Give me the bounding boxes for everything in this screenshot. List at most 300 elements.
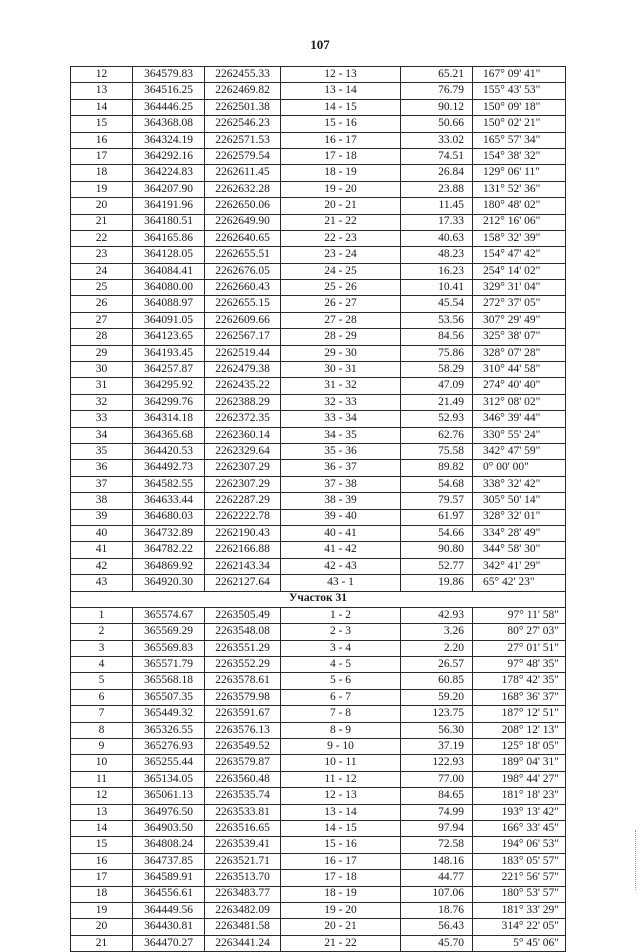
segment-length: 56.43 [401,919,473,935]
x-coordinate: 364180.51 [133,214,205,230]
segment-length: 122.93 [401,755,473,771]
segment: 2 - 3 [281,624,401,640]
direction-angle: 208° 12' 13" [473,722,566,738]
segment-length: 77.00 [401,771,473,787]
direction-angle: 168° 36' 37" [473,689,566,705]
direction-angle: 183° 05' 57" [473,853,566,869]
segment: 42 - 43 [281,558,401,574]
direction-angle: 198° 44' 27" [473,771,566,787]
table-row [71,411,566,427]
direction-angle: 181° 33' 29" [473,902,566,918]
point-number: 35 [71,443,133,459]
x-coordinate: 364869.92 [133,558,205,574]
table-row [71,230,566,246]
x-coordinate: 364430.81 [133,919,205,935]
y-coordinate: 2262501.38 [205,99,281,115]
point-number: 11 [71,771,133,787]
segment-length: 44.77 [401,870,473,886]
segment-length: 75.86 [401,345,473,361]
point-number: 38 [71,493,133,509]
segment-length: 72.58 [401,837,473,853]
segment: 16 - 17 [281,853,401,869]
segment: 24 - 25 [281,263,401,279]
x-coordinate: 364582.55 [133,476,205,492]
segment: 17 - 18 [281,148,401,164]
table-row [71,755,566,771]
segment-length: 2.20 [401,640,473,656]
direction-angle: 307° 29' 49" [473,312,566,328]
x-coordinate: 364295.92 [133,378,205,394]
x-coordinate: 364470.27 [133,935,205,951]
segment-length: 90.80 [401,542,473,558]
y-coordinate: 2262143.34 [205,558,281,574]
point-number: 43 [71,575,133,591]
y-coordinate: 2262307.29 [205,476,281,492]
direction-angle: 154° 47' 42" [473,247,566,263]
y-coordinate: 2262655.15 [205,296,281,312]
direction-angle: 178° 42' 35" [473,673,566,689]
segment-length: 75.58 [401,443,473,459]
point-number: 25 [71,280,133,296]
x-coordinate: 364420.53 [133,443,205,459]
y-coordinate: 2263482.09 [205,902,281,918]
x-coordinate: 364516.25 [133,83,205,99]
direction-angle: 166° 33' 45" [473,820,566,836]
table-row [71,820,566,836]
y-coordinate: 2263576.13 [205,722,281,738]
segment: 31 - 32 [281,378,401,394]
segment: 13 - 14 [281,83,401,99]
table-row [71,99,566,115]
segment-length: 61.97 [401,509,473,525]
page-number: 107 [310,37,330,52]
point-number: 21 [71,214,133,230]
y-coordinate: 2262519.44 [205,345,281,361]
direction-angle: 328° 32' 01" [473,509,566,525]
table-row [71,394,566,410]
x-coordinate: 364299.76 [133,394,205,410]
point-number: 42 [71,558,133,574]
segment: 25 - 26 [281,280,401,296]
segment-length: 54.66 [401,525,473,541]
point-number: 17 [71,148,133,164]
direction-angle: 346° 39' 44" [473,411,566,427]
table-row [71,804,566,820]
segment-length: 16.23 [401,263,473,279]
table-row [71,607,566,623]
segment: 21 - 22 [281,935,401,951]
table-row [71,116,566,132]
x-coordinate: 364123.65 [133,329,205,345]
x-coordinate: 364680.03 [133,509,205,525]
segment-length: 54.68 [401,476,473,492]
point-number: 14 [71,820,133,836]
y-coordinate: 2262655.51 [205,247,281,263]
point-number: 5 [71,673,133,689]
segment: 12 - 13 [281,67,401,83]
direction-angle: 254° 14' 02" [473,263,566,279]
y-coordinate: 2262360.14 [205,427,281,443]
direction-angle: 272° 37' 05" [473,296,566,312]
x-coordinate: 364257.87 [133,362,205,378]
y-coordinate: 2262435.22 [205,378,281,394]
table-row [71,935,566,951]
table-row [71,345,566,361]
point-number: 21 [71,935,133,951]
direction-angle: 154° 38' 32" [473,148,566,164]
direction-angle: 150° 09' 18" [473,99,566,115]
x-coordinate: 364080.00 [133,280,205,296]
point-number: 2 [71,624,133,640]
x-coordinate: 364446.25 [133,99,205,115]
direction-angle: 328° 07' 28" [473,345,566,361]
table-row [71,362,566,378]
x-coordinate: 364193.45 [133,345,205,361]
direction-angle: 125° 18' 05" [473,739,566,755]
segment-length: 18.76 [401,902,473,918]
table-row [71,312,566,328]
segment-length: 123.75 [401,706,473,722]
point-number: 20 [71,919,133,935]
segment-length: 33.02 [401,132,473,148]
x-coordinate: 364084.41 [133,263,205,279]
point-number: 22 [71,230,133,246]
x-coordinate: 364088.97 [133,296,205,312]
y-coordinate: 2262127.64 [205,575,281,591]
point-number: 32 [71,394,133,410]
direction-angle: 129° 06' 11" [473,165,566,181]
x-coordinate: 364589.91 [133,870,205,886]
y-coordinate: 2263539.41 [205,837,281,853]
x-coordinate: 364165.86 [133,230,205,246]
direction-angle: 167° 09' 41" [473,67,566,83]
direction-angle: 338° 32' 42" [473,476,566,492]
x-coordinate: 364976.50 [133,804,205,820]
x-coordinate: 365574.67 [133,607,205,623]
segment: 28 - 29 [281,329,401,345]
point-number: 37 [71,476,133,492]
segment: 26 - 27 [281,296,401,312]
point-number: 19 [71,181,133,197]
point-number: 15 [71,837,133,853]
direction-angle: 0° 00' 00" [473,460,566,476]
section-title: Участок 31 [71,591,566,607]
direction-angle: 193° 13' 42" [473,804,566,820]
segment-length: 42.93 [401,607,473,623]
table-row [71,148,566,164]
segment-length: 10.41 [401,280,473,296]
segment: 19 - 20 [281,181,401,197]
table-row [71,476,566,492]
segment: 9 - 10 [281,739,401,755]
x-coordinate: 364732.89 [133,525,205,541]
y-coordinate: 2262372.35 [205,411,281,427]
y-coordinate: 2262546.23 [205,116,281,132]
segment: 23 - 24 [281,247,401,263]
y-coordinate: 2262388.29 [205,394,281,410]
table-row [71,263,566,279]
x-coordinate: 364782.22 [133,542,205,558]
segment-length: 37.19 [401,739,473,755]
section-header-row [71,591,566,607]
y-coordinate: 2263549.52 [205,739,281,755]
point-number: 16 [71,853,133,869]
segment-length: 56.30 [401,722,473,738]
segment-length: 23.88 [401,181,473,197]
x-coordinate: 364449.56 [133,902,205,918]
table-row [71,378,566,394]
direction-angle: 310° 44' 58" [473,362,566,378]
point-number: 28 [71,329,133,345]
segment-length: 3.26 [401,624,473,640]
segment: 35 - 36 [281,443,401,459]
table-row [71,870,566,886]
y-coordinate: 2263513.70 [205,870,281,886]
segment-length: 62.76 [401,427,473,443]
table-row [71,558,566,574]
segment: 32 - 33 [281,394,401,410]
table-row [71,525,566,541]
segment-length: 50.66 [401,116,473,132]
y-coordinate: 2262222.78 [205,509,281,525]
point-number: 18 [71,886,133,902]
segment-length: 58.29 [401,362,473,378]
x-coordinate: 365326.55 [133,722,205,738]
segment-length: 45.70 [401,935,473,951]
segment-length: 97.94 [401,820,473,836]
y-coordinate: 2262571.53 [205,132,281,148]
direction-angle: 5° 45' 06" [473,935,566,951]
segment: 20 - 21 [281,919,401,935]
direction-angle: 181° 18' 23" [473,788,566,804]
point-number: 17 [71,870,133,886]
point-number: 13 [71,804,133,820]
x-coordinate: 364128.05 [133,247,205,263]
x-coordinate: 364314.18 [133,411,205,427]
table-row [71,689,566,705]
x-coordinate: 365569.29 [133,624,205,640]
y-coordinate: 2262469.82 [205,83,281,99]
table-row [71,886,566,902]
point-number: 7 [71,706,133,722]
segment: 18 - 19 [281,165,401,181]
y-coordinate: 2262455.33 [205,67,281,83]
y-coordinate: 2262650.06 [205,198,281,214]
x-coordinate: 364191.96 [133,198,205,214]
point-number: 12 [71,788,133,804]
x-coordinate: 365571.79 [133,657,205,673]
table-row [71,640,566,656]
y-coordinate: 2262479.38 [205,362,281,378]
segment: 36 - 37 [281,460,401,476]
y-coordinate: 2263591.67 [205,706,281,722]
y-coordinate: 2262329.64 [205,443,281,459]
x-coordinate: 364903.50 [133,820,205,836]
table-row [71,83,566,99]
point-number: 39 [71,509,133,525]
segment: 1 - 2 [281,607,401,623]
point-number: 19 [71,902,133,918]
direction-angle: 212° 16' 06" [473,214,566,230]
table-row [71,788,566,804]
direction-angle: 180° 48' 02" [473,198,566,214]
table-row [71,280,566,296]
table-row [71,247,566,263]
scan-edge-mark [634,830,636,890]
segment: 4 - 5 [281,657,401,673]
segment: 3 - 4 [281,640,401,656]
segment-length: 84.56 [401,329,473,345]
x-coordinate: 364207.90 [133,181,205,197]
segment: 8 - 9 [281,722,401,738]
point-number: 20 [71,198,133,214]
y-coordinate: 2262609.66 [205,312,281,328]
table-row [71,919,566,935]
y-coordinate: 2262287.29 [205,493,281,509]
segment: 14 - 15 [281,99,401,115]
direction-angle: 325° 38' 07" [473,329,566,345]
direction-angle: 342° 41' 29" [473,558,566,574]
direction-angle: 180° 53' 57" [473,886,566,902]
table-row [71,296,566,312]
x-coordinate: 364365.68 [133,427,205,443]
segment: 15 - 16 [281,116,401,132]
point-number: 24 [71,263,133,279]
segment-length: 11.45 [401,198,473,214]
direction-angle: 131° 52' 36" [473,181,566,197]
direction-angle: 150° 02' 21" [473,116,566,132]
direction-angle: 312° 08' 02" [473,394,566,410]
segment-length: 26.84 [401,165,473,181]
table-row [71,722,566,738]
point-number: 10 [71,755,133,771]
y-coordinate: 2262567.17 [205,329,281,345]
y-coordinate: 2262632.28 [205,181,281,197]
point-number: 31 [71,378,133,394]
point-number: 3 [71,640,133,656]
direction-angle: 97° 11' 58" [473,607,566,623]
y-coordinate: 2262676.05 [205,263,281,279]
point-number: 36 [71,460,133,476]
segment-length: 60.85 [401,673,473,689]
table-row [71,214,566,230]
table-row [71,624,566,640]
table-row [71,575,566,591]
segment: 33 - 34 [281,411,401,427]
x-coordinate: 364492.73 [133,460,205,476]
segment-length: 65.21 [401,67,473,83]
point-number: 34 [71,427,133,443]
point-number: 29 [71,345,133,361]
x-coordinate: 364556.61 [133,886,205,902]
segment-length: 52.93 [401,411,473,427]
coordinates-table [70,66,566,952]
table-row [71,198,566,214]
y-coordinate: 2263505.49 [205,607,281,623]
table-row [71,673,566,689]
x-coordinate: 364737.85 [133,853,205,869]
direction-angle: 221° 56' 57" [473,870,566,886]
y-coordinate: 2263516.65 [205,820,281,836]
y-coordinate: 2263533.81 [205,804,281,820]
x-coordinate: 364324.19 [133,132,205,148]
table-row [71,771,566,787]
direction-angle: 194° 06' 53" [473,837,566,853]
x-coordinate: 365568.18 [133,673,205,689]
segment: 7 - 8 [281,706,401,722]
direction-angle: 274° 40' 40" [473,378,566,394]
point-number: 23 [71,247,133,263]
direction-angle: 189° 04' 31" [473,755,566,771]
y-coordinate: 2263481.58 [205,919,281,935]
y-coordinate: 2263551.29 [205,640,281,656]
table-row [71,427,566,443]
x-coordinate: 364292.16 [133,148,205,164]
segment-length: 148.16 [401,853,473,869]
point-number: 26 [71,296,133,312]
x-coordinate: 365449.32 [133,706,205,722]
point-number: 14 [71,99,133,115]
x-coordinate: 364091.05 [133,312,205,328]
table-row [71,739,566,755]
direction-angle: 65° 42' 23" [473,575,566,591]
direction-angle: 330° 55' 24" [473,427,566,443]
point-number: 27 [71,312,133,328]
segment: 11 - 12 [281,771,401,787]
point-number: 33 [71,411,133,427]
y-coordinate: 2262307.29 [205,460,281,476]
segment: 5 - 6 [281,673,401,689]
x-coordinate: 365569.83 [133,640,205,656]
point-number: 40 [71,525,133,541]
y-coordinate: 2262190.43 [205,525,281,541]
y-coordinate: 2262579.54 [205,148,281,164]
segment-length: 45.54 [401,296,473,312]
point-number: 41 [71,542,133,558]
x-coordinate: 364224.83 [133,165,205,181]
segment: 30 - 31 [281,362,401,378]
table-row [71,132,566,148]
y-coordinate: 2263578.61 [205,673,281,689]
table-row [71,165,566,181]
direction-angle: 342° 47' 59" [473,443,566,459]
segment: 39 - 40 [281,509,401,525]
x-coordinate: 365061.13 [133,788,205,804]
direction-angle: 155° 43' 53" [473,83,566,99]
segment: 43 - 1 [281,575,401,591]
table-row [71,181,566,197]
direction-angle: 344° 58' 30" [473,542,566,558]
point-number: 1 [71,607,133,623]
segment: 14 - 15 [281,820,401,836]
y-coordinate: 2262660.43 [205,280,281,296]
x-coordinate: 364920.30 [133,575,205,591]
table-row [71,443,566,459]
y-coordinate: 2263548.08 [205,624,281,640]
point-number: 16 [71,132,133,148]
point-number: 18 [71,165,133,181]
segment: 40 - 41 [281,525,401,541]
segment: 21 - 22 [281,214,401,230]
point-number: 9 [71,739,133,755]
table-row [71,706,566,722]
segment: 29 - 30 [281,345,401,361]
x-coordinate: 364808.24 [133,837,205,853]
segment-length: 79.57 [401,493,473,509]
segment: 22 - 23 [281,230,401,246]
table-row [71,837,566,853]
y-coordinate: 2263560.48 [205,771,281,787]
